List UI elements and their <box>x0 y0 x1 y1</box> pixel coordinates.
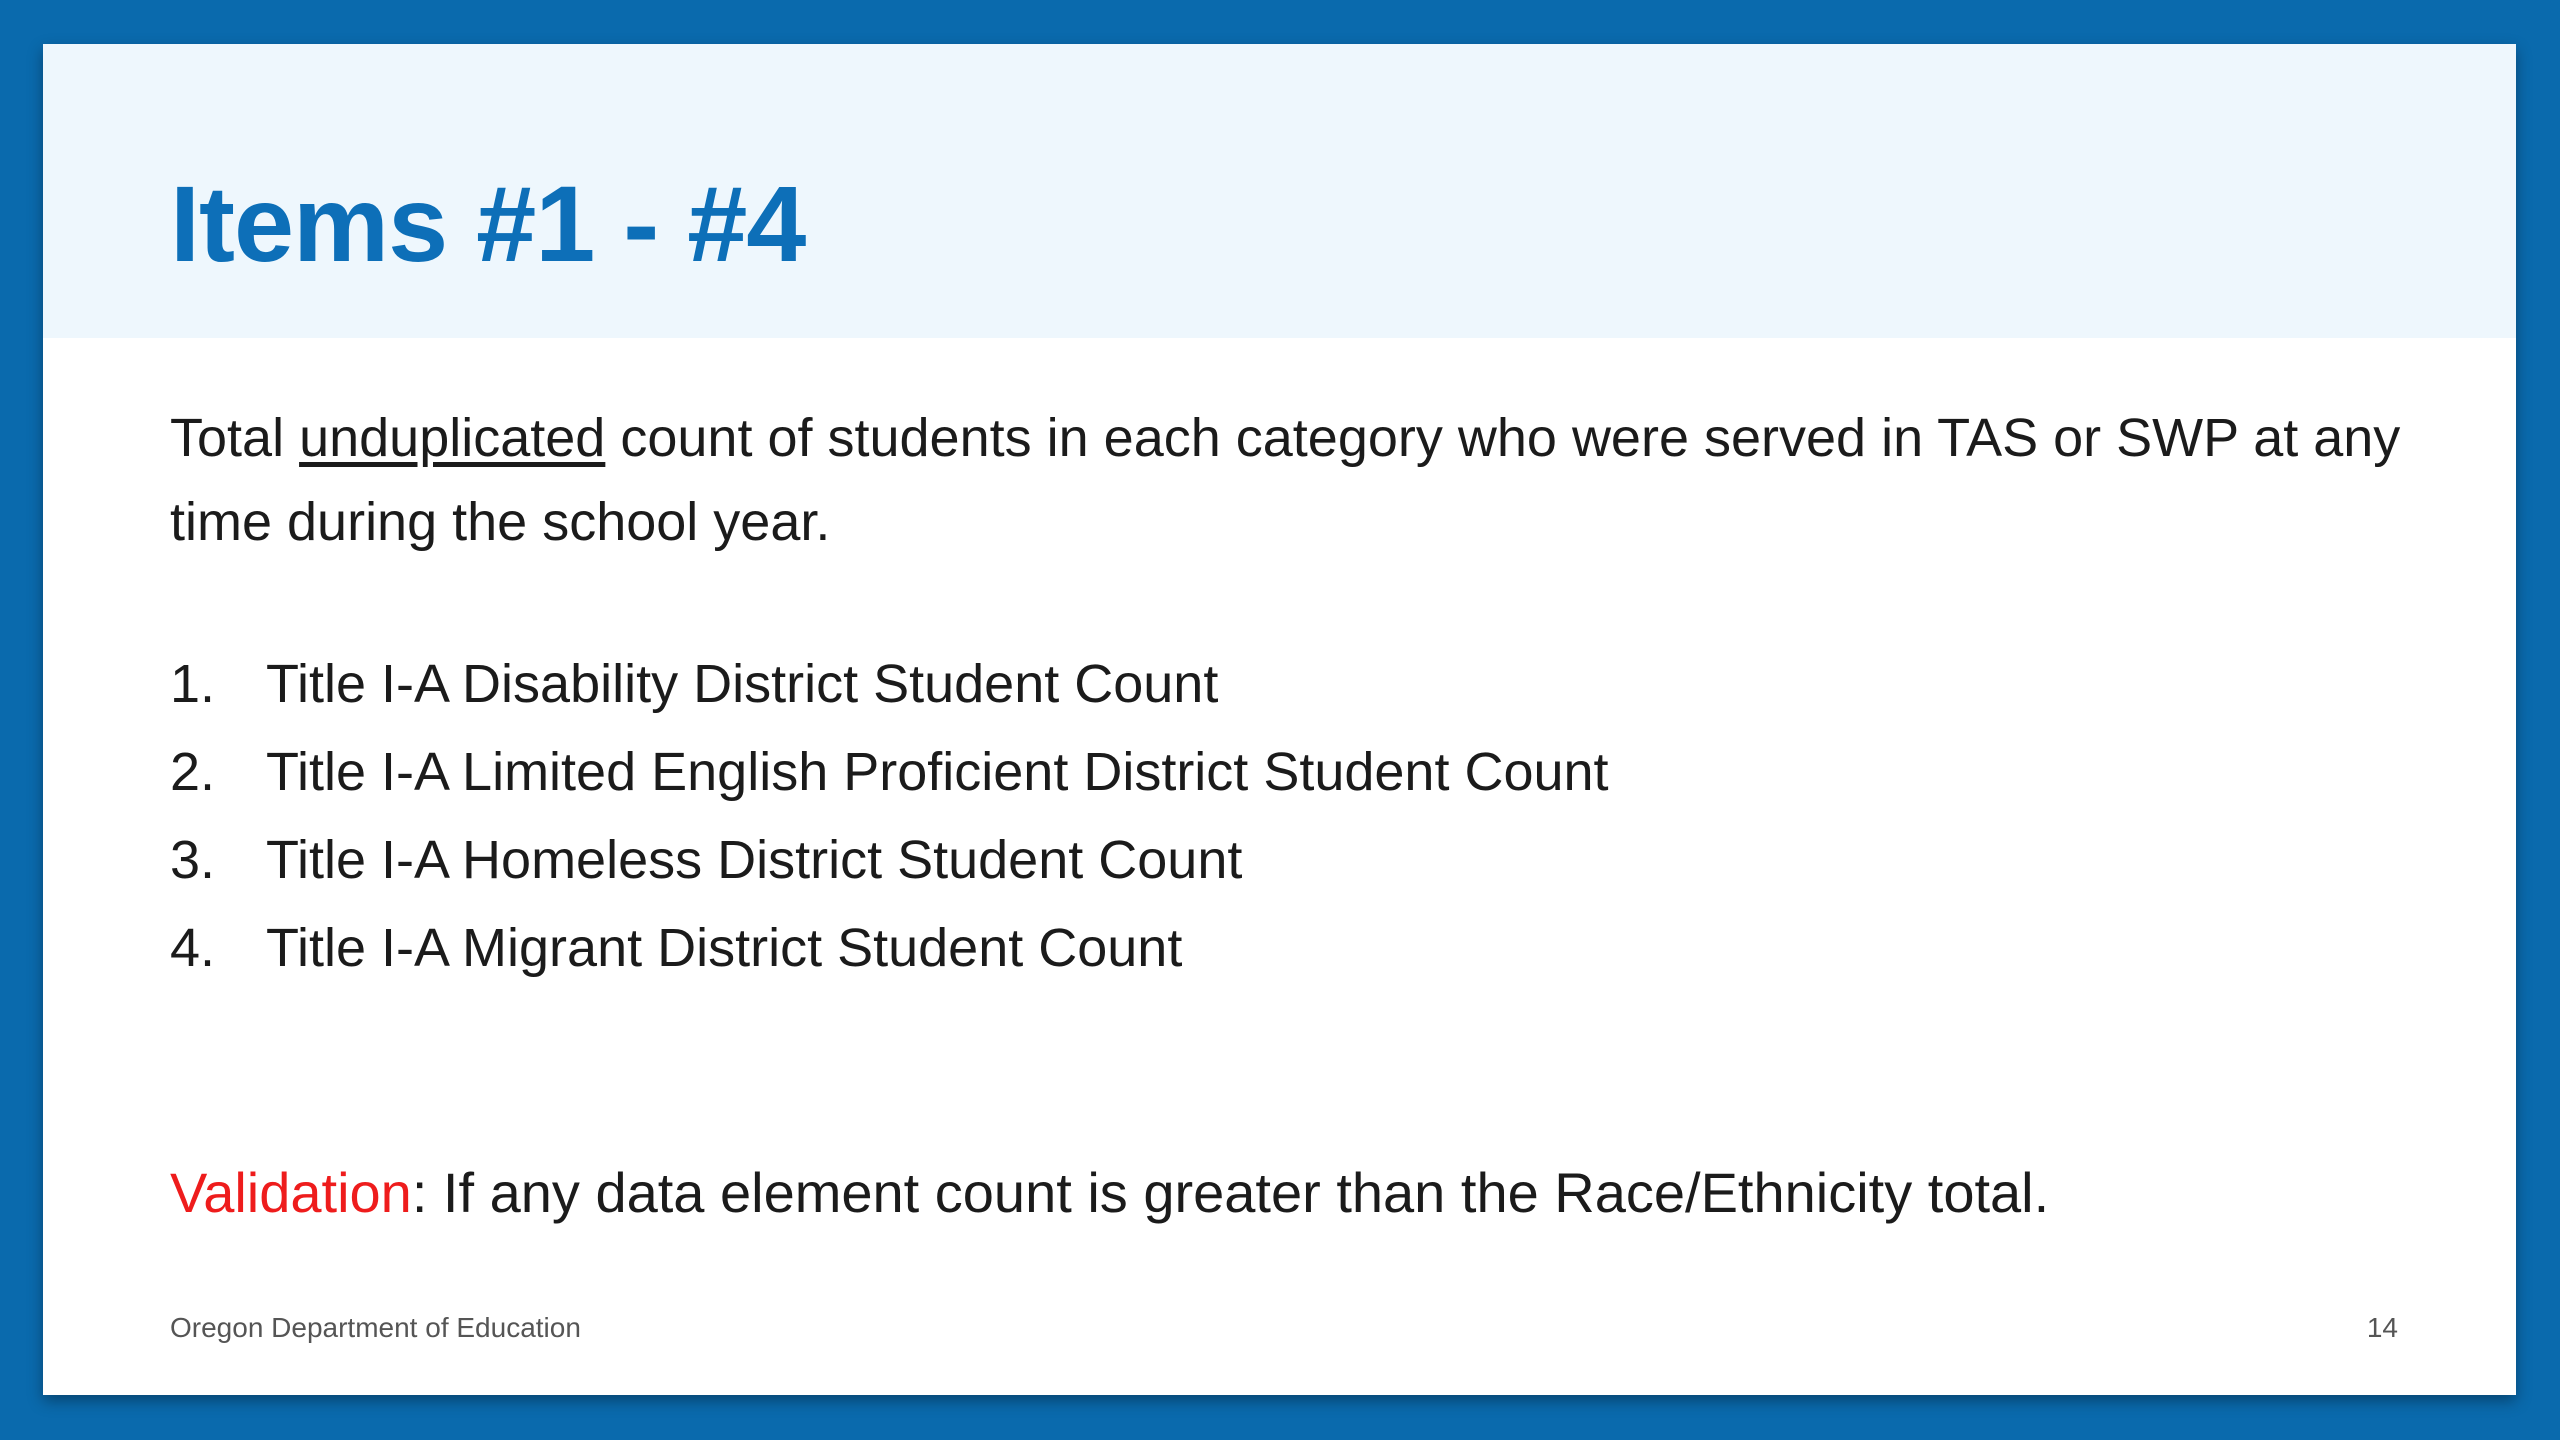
slide <box>43 44 2516 1395</box>
list-item-text: Title I-A Disability District Student Count <box>266 654 1219 714</box>
page-number: 14 <box>2366 1312 2398 1343</box>
list-item-text: Title I-A Limited English Proficient District Student Count <box>266 742 1609 802</box>
validation-label: Validation <box>170 1161 412 1224</box>
items-list <box>170 640 2430 992</box>
list-item <box>170 816 2430 904</box>
validation-text: : If any data element count is greater than the Race/Ethnicity total. <box>411 1161 2050 1224</box>
intro-text-after: count of students in each category who were served in TAS or SWP at any time during the school year. <box>170 408 2401 552</box>
slide-body <box>170 396 2430 992</box>
list-item-text: Title I-A Migrant District Student Count <box>266 918 1183 978</box>
intro-paragraph <box>170 396 2430 564</box>
list-item-number: 4. <box>170 918 216 978</box>
list-item-text: Title I-A Homeless District Student Count <box>266 830 1243 890</box>
footer-organization: Oregon Department of Education <box>170 1312 581 1343</box>
list-item <box>170 904 2430 992</box>
list-item-number: 3. <box>170 830 216 890</box>
list-item-number: 1. <box>170 654 216 714</box>
intro-underlined-word: unduplicated <box>299 408 606 468</box>
intro-text-before: Total <box>170 408 300 468</box>
list-item <box>170 728 2430 816</box>
slide-title: Items #1 - #4 <box>170 163 806 284</box>
validation-note <box>170 1159 2049 1226</box>
list-item <box>170 640 2430 728</box>
title-band <box>43 44 2516 338</box>
list-item-number: 2. <box>170 742 216 802</box>
